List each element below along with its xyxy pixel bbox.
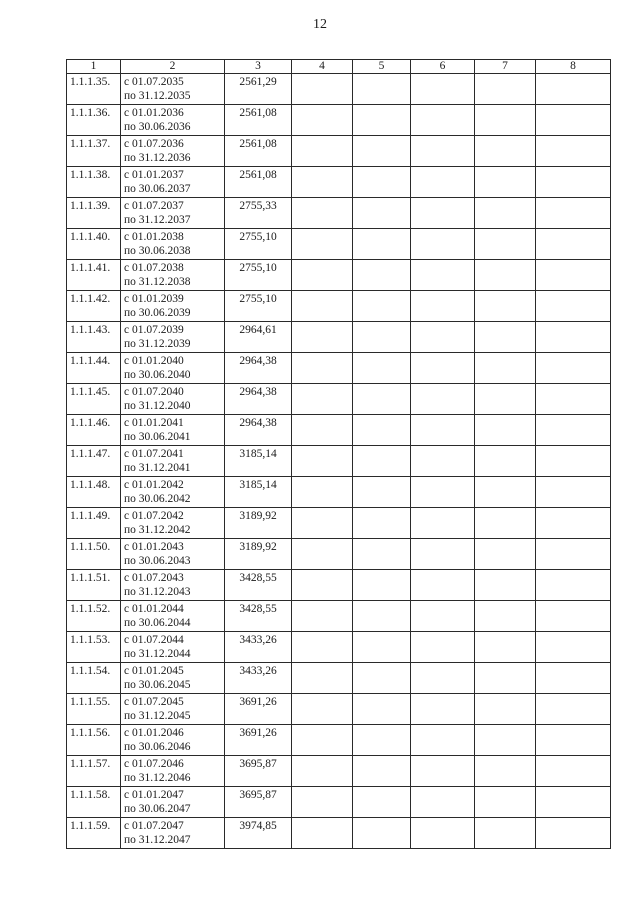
table-row bbox=[67, 136, 611, 167]
period-to: по 31.12.2043 bbox=[124, 586, 191, 598]
empty-cell-col-6 bbox=[411, 570, 475, 601]
empty-cell-col-6 bbox=[411, 787, 475, 818]
empty-cell-col-5 bbox=[353, 632, 411, 663]
col-header-4: 4 bbox=[292, 60, 353, 74]
row-number: 1.1.1.42. bbox=[67, 291, 121, 322]
period-from: с 01.01.2046 bbox=[124, 727, 184, 739]
empty-cell-col-5 bbox=[353, 105, 411, 136]
row-number: 1.1.1.43. bbox=[67, 322, 121, 353]
period-to: по 31.12.2036 bbox=[124, 152, 191, 164]
value-cell: 2561,08 bbox=[225, 167, 292, 198]
period-to: по 30.06.2046 bbox=[124, 741, 191, 753]
row-number: 1.1.1.37. bbox=[67, 136, 121, 167]
col-header-8: 8 bbox=[536, 60, 611, 74]
empty-cell-col-5 bbox=[353, 229, 411, 260]
empty-cell-col-8 bbox=[536, 136, 611, 167]
value-cell: 3974,85 bbox=[225, 818, 292, 849]
period-to: по 31.12.2046 bbox=[124, 772, 191, 784]
period-from: с 01.07.2045 bbox=[124, 696, 184, 708]
period-cell bbox=[121, 322, 225, 353]
empty-cell-col-5 bbox=[353, 446, 411, 477]
empty-cell-col-8 bbox=[536, 663, 611, 694]
row-number: 1.1.1.53. bbox=[67, 632, 121, 663]
period-to: по 30.06.2044 bbox=[124, 617, 191, 629]
value-cell: 3185,14 bbox=[225, 477, 292, 508]
empty-cell-col-5 bbox=[353, 260, 411, 291]
period-cell bbox=[121, 198, 225, 229]
row-number: 1.1.1.48. bbox=[67, 477, 121, 508]
table-row bbox=[67, 198, 611, 229]
empty-cell-col-6 bbox=[411, 601, 475, 632]
empty-cell-col-4 bbox=[292, 508, 353, 539]
period-cell bbox=[121, 105, 225, 136]
empty-cell-col-8 bbox=[536, 415, 611, 446]
period-from: с 01.01.2036 bbox=[124, 107, 184, 119]
empty-cell-col-4 bbox=[292, 229, 353, 260]
empty-cell-col-4 bbox=[292, 725, 353, 756]
row-number: 1.1.1.39. bbox=[67, 198, 121, 229]
empty-cell-col-4 bbox=[292, 756, 353, 787]
empty-cell-col-4 bbox=[292, 415, 353, 446]
empty-cell-col-8 bbox=[536, 725, 611, 756]
empty-cell-col-4 bbox=[292, 570, 353, 601]
empty-cell-col-8 bbox=[536, 477, 611, 508]
row-number: 1.1.1.55. bbox=[67, 694, 121, 725]
period-from: с 01.01.2038 bbox=[124, 231, 184, 243]
period-from: с 01.01.2047 bbox=[124, 789, 184, 801]
period-cell bbox=[121, 601, 225, 632]
empty-cell-col-5 bbox=[353, 601, 411, 632]
period-cell bbox=[121, 229, 225, 260]
empty-cell-col-4 bbox=[292, 446, 353, 477]
period-cell bbox=[121, 477, 225, 508]
tariff-table bbox=[66, 59, 611, 849]
col-header-7: 7 bbox=[475, 60, 536, 74]
empty-cell-col-8 bbox=[536, 694, 611, 725]
empty-cell-col-4 bbox=[292, 322, 353, 353]
period-to: по 31.12.2042 bbox=[124, 524, 191, 536]
period-to: по 31.12.2044 bbox=[124, 648, 191, 660]
period-cell bbox=[121, 725, 225, 756]
empty-cell-col-5 bbox=[353, 322, 411, 353]
table-header-row bbox=[67, 60, 611, 74]
empty-cell-col-8 bbox=[536, 167, 611, 198]
row-number: 1.1.1.41. bbox=[67, 260, 121, 291]
empty-cell-col-8 bbox=[536, 818, 611, 849]
row-number: 1.1.1.54. bbox=[67, 663, 121, 694]
row-number: 1.1.1.58. bbox=[67, 787, 121, 818]
empty-cell-col-8 bbox=[536, 570, 611, 601]
empty-cell-col-4 bbox=[292, 787, 353, 818]
value-cell: 3189,92 bbox=[225, 508, 292, 539]
empty-cell-col-7 bbox=[475, 818, 536, 849]
empty-cell-col-7 bbox=[475, 260, 536, 291]
period-from: с 01.01.2043 bbox=[124, 541, 184, 553]
empty-cell-col-7 bbox=[475, 291, 536, 322]
row-number: 1.1.1.57. bbox=[67, 756, 121, 787]
empty-cell-col-4 bbox=[292, 384, 353, 415]
table-row bbox=[67, 756, 611, 787]
period-cell bbox=[121, 632, 225, 663]
empty-cell-col-7 bbox=[475, 477, 536, 508]
value-cell: 2964,38 bbox=[225, 353, 292, 384]
value-cell: 2964,38 bbox=[225, 415, 292, 446]
value-cell: 2561,08 bbox=[225, 105, 292, 136]
empty-cell-col-6 bbox=[411, 756, 475, 787]
row-number: 1.1.1.52. bbox=[67, 601, 121, 632]
empty-cell-col-4 bbox=[292, 167, 353, 198]
empty-cell-col-8 bbox=[536, 787, 611, 818]
table-row bbox=[67, 74, 611, 105]
period-to: по 30.06.2038 bbox=[124, 245, 191, 257]
period-to: по 30.06.2037 bbox=[124, 183, 191, 195]
empty-cell-col-5 bbox=[353, 818, 411, 849]
period-cell bbox=[121, 787, 225, 818]
period-cell bbox=[121, 539, 225, 570]
col-header-5: 5 bbox=[353, 60, 411, 74]
col-header-6: 6 bbox=[411, 60, 475, 74]
period-from: с 01.07.2039 bbox=[124, 324, 184, 336]
empty-cell-col-7 bbox=[475, 725, 536, 756]
row-number: 1.1.1.56. bbox=[67, 725, 121, 756]
empty-cell-col-5 bbox=[353, 136, 411, 167]
empty-cell-col-4 bbox=[292, 632, 353, 663]
empty-cell-col-5 bbox=[353, 291, 411, 322]
page-number: 12 bbox=[313, 17, 327, 32]
empty-cell-col-4 bbox=[292, 694, 353, 725]
empty-cell-col-5 bbox=[353, 756, 411, 787]
period-cell bbox=[121, 260, 225, 291]
empty-cell-col-7 bbox=[475, 353, 536, 384]
empty-cell-col-5 bbox=[353, 570, 411, 601]
empty-cell-col-6 bbox=[411, 353, 475, 384]
empty-cell-col-8 bbox=[536, 353, 611, 384]
table-row bbox=[67, 570, 611, 601]
empty-cell-col-6 bbox=[411, 105, 475, 136]
empty-cell-col-8 bbox=[536, 229, 611, 260]
period-from: с 01.07.2035 bbox=[124, 76, 184, 88]
row-number: 1.1.1.36. bbox=[67, 105, 121, 136]
period-to: по 30.06.2045 bbox=[124, 679, 191, 691]
empty-cell-col-6 bbox=[411, 74, 475, 105]
table-row bbox=[67, 539, 611, 570]
empty-cell-col-4 bbox=[292, 663, 353, 694]
row-number: 1.1.1.51. bbox=[67, 570, 121, 601]
empty-cell-col-8 bbox=[536, 322, 611, 353]
period-to: по 30.06.2043 bbox=[124, 555, 191, 567]
value-cell: 2964,61 bbox=[225, 322, 292, 353]
empty-cell-col-4 bbox=[292, 105, 353, 136]
empty-cell-col-8 bbox=[536, 260, 611, 291]
table-row bbox=[67, 291, 611, 322]
empty-cell-col-6 bbox=[411, 477, 475, 508]
empty-cell-col-8 bbox=[536, 601, 611, 632]
empty-cell-col-4 bbox=[292, 353, 353, 384]
period-from: с 01.01.2042 bbox=[124, 479, 184, 491]
period-from: с 01.07.2037 bbox=[124, 200, 184, 212]
empty-cell-col-6 bbox=[411, 167, 475, 198]
table-row bbox=[67, 167, 611, 198]
period-to: по 31.12.2045 bbox=[124, 710, 191, 722]
col-header-1: 1 bbox=[67, 60, 121, 74]
period-cell bbox=[121, 570, 225, 601]
period-cell bbox=[121, 663, 225, 694]
empty-cell-col-6 bbox=[411, 508, 475, 539]
empty-cell-col-7 bbox=[475, 601, 536, 632]
period-from: с 01.01.2037 bbox=[124, 169, 184, 181]
empty-cell-col-6 bbox=[411, 663, 475, 694]
period-cell bbox=[121, 136, 225, 167]
table-row bbox=[67, 601, 611, 632]
period-cell bbox=[121, 167, 225, 198]
value-cell: 3695,87 bbox=[225, 756, 292, 787]
empty-cell-col-5 bbox=[353, 694, 411, 725]
period-to: по 30.06.2039 bbox=[124, 307, 191, 319]
empty-cell-col-5 bbox=[353, 477, 411, 508]
row-number: 1.1.1.47. bbox=[67, 446, 121, 477]
empty-cell-col-4 bbox=[292, 539, 353, 570]
col-header-2: 2 bbox=[121, 60, 225, 74]
period-to: по 31.12.2047 bbox=[124, 834, 191, 846]
value-cell: 2561,08 bbox=[225, 136, 292, 167]
period-cell bbox=[121, 291, 225, 322]
period-cell bbox=[121, 694, 225, 725]
period-to: по 31.12.2041 bbox=[124, 462, 191, 474]
period-from: с 01.07.2036 bbox=[124, 138, 184, 150]
empty-cell-col-7 bbox=[475, 446, 536, 477]
table-row bbox=[67, 663, 611, 694]
row-number: 1.1.1.35. bbox=[67, 74, 121, 105]
table-row bbox=[67, 353, 611, 384]
empty-cell-col-5 bbox=[353, 415, 411, 446]
period-from: с 01.01.2045 bbox=[124, 665, 184, 677]
empty-cell-col-8 bbox=[536, 384, 611, 415]
period-to: по 30.06.2041 bbox=[124, 431, 191, 443]
empty-cell-col-8 bbox=[536, 198, 611, 229]
empty-cell-col-6 bbox=[411, 384, 475, 415]
empty-cell-col-5 bbox=[353, 167, 411, 198]
table-row bbox=[67, 632, 611, 663]
empty-cell-col-5 bbox=[353, 198, 411, 229]
period-from: с 01.07.2047 bbox=[124, 820, 184, 832]
table-row bbox=[67, 229, 611, 260]
period-from: с 01.01.2039 bbox=[124, 293, 184, 305]
empty-cell-col-6 bbox=[411, 632, 475, 663]
table-row bbox=[67, 477, 611, 508]
empty-cell-col-7 bbox=[475, 415, 536, 446]
period-cell bbox=[121, 415, 225, 446]
period-to: по 31.12.2039 bbox=[124, 338, 191, 350]
period-to: по 31.12.2035 bbox=[124, 90, 191, 102]
empty-cell-col-4 bbox=[292, 291, 353, 322]
value-cell: 3433,26 bbox=[225, 663, 292, 694]
period-from: с 01.01.2041 bbox=[124, 417, 184, 429]
empty-cell-col-7 bbox=[475, 663, 536, 694]
empty-cell-col-7 bbox=[475, 539, 536, 570]
empty-cell-col-7 bbox=[475, 229, 536, 260]
empty-cell-col-7 bbox=[475, 167, 536, 198]
empty-cell-col-4 bbox=[292, 477, 353, 508]
value-cell: 2561,29 bbox=[225, 74, 292, 105]
empty-cell-col-5 bbox=[353, 663, 411, 694]
empty-cell-col-6 bbox=[411, 136, 475, 167]
period-from: с 01.07.2042 bbox=[124, 510, 184, 522]
empty-cell-col-8 bbox=[536, 105, 611, 136]
col-header-3: 3 bbox=[225, 60, 292, 74]
empty-cell-col-4 bbox=[292, 198, 353, 229]
empty-cell-col-7 bbox=[475, 136, 536, 167]
value-cell: 3185,14 bbox=[225, 446, 292, 477]
empty-cell-col-5 bbox=[353, 539, 411, 570]
period-cell bbox=[121, 353, 225, 384]
value-cell: 2755,10 bbox=[225, 260, 292, 291]
period-to: по 31.12.2038 bbox=[124, 276, 191, 288]
table-row bbox=[67, 415, 611, 446]
empty-cell-col-7 bbox=[475, 508, 536, 539]
table-row bbox=[67, 260, 611, 291]
empty-cell-col-4 bbox=[292, 136, 353, 167]
value-cell: 2964,38 bbox=[225, 384, 292, 415]
row-number: 1.1.1.44. bbox=[67, 353, 121, 384]
empty-cell-col-5 bbox=[353, 787, 411, 818]
empty-cell-col-7 bbox=[475, 105, 536, 136]
value-cell: 3428,55 bbox=[225, 601, 292, 632]
empty-cell-col-7 bbox=[475, 694, 536, 725]
empty-cell-col-6 bbox=[411, 198, 475, 229]
row-number: 1.1.1.38. bbox=[67, 167, 121, 198]
empty-cell-col-4 bbox=[292, 260, 353, 291]
row-number: 1.1.1.59. bbox=[67, 818, 121, 849]
period-cell bbox=[121, 446, 225, 477]
row-number: 1.1.1.46. bbox=[67, 415, 121, 446]
empty-cell-col-6 bbox=[411, 446, 475, 477]
empty-cell-col-6 bbox=[411, 260, 475, 291]
value-cell: 3428,55 bbox=[225, 570, 292, 601]
period-cell bbox=[121, 74, 225, 105]
empty-cell-col-6 bbox=[411, 725, 475, 756]
period-cell bbox=[121, 756, 225, 787]
period-from: с 01.07.2041 bbox=[124, 448, 184, 460]
period-from: с 01.07.2046 bbox=[124, 758, 184, 770]
empty-cell-col-7 bbox=[475, 198, 536, 229]
empty-cell-col-5 bbox=[353, 353, 411, 384]
empty-cell-col-8 bbox=[536, 756, 611, 787]
table-row bbox=[67, 818, 611, 849]
empty-cell-col-8 bbox=[536, 632, 611, 663]
empty-cell-col-7 bbox=[475, 632, 536, 663]
period-from: с 01.01.2044 bbox=[124, 603, 184, 615]
period-cell bbox=[121, 508, 225, 539]
period-to: по 30.06.2042 bbox=[124, 493, 191, 505]
empty-cell-col-7 bbox=[475, 322, 536, 353]
value-cell: 3433,26 bbox=[225, 632, 292, 663]
period-from: с 01.01.2040 bbox=[124, 355, 184, 367]
table-row bbox=[67, 787, 611, 818]
period-from: с 01.07.2044 bbox=[124, 634, 184, 646]
empty-cell-col-6 bbox=[411, 291, 475, 322]
empty-cell-col-4 bbox=[292, 818, 353, 849]
table-row bbox=[67, 384, 611, 415]
empty-cell-col-8 bbox=[536, 508, 611, 539]
period-cell bbox=[121, 384, 225, 415]
value-cell: 2755,10 bbox=[225, 229, 292, 260]
empty-cell-col-4 bbox=[292, 74, 353, 105]
empty-cell-col-6 bbox=[411, 694, 475, 725]
empty-cell-col-7 bbox=[475, 384, 536, 415]
empty-cell-col-4 bbox=[292, 601, 353, 632]
row-number: 1.1.1.40. bbox=[67, 229, 121, 260]
empty-cell-col-5 bbox=[353, 725, 411, 756]
empty-cell-col-6 bbox=[411, 229, 475, 260]
empty-cell-col-8 bbox=[536, 539, 611, 570]
empty-cell-col-7 bbox=[475, 787, 536, 818]
table-row bbox=[67, 446, 611, 477]
empty-cell-col-6 bbox=[411, 415, 475, 446]
period-to: по 30.06.2047 bbox=[124, 803, 191, 815]
value-cell: 2755,10 bbox=[225, 291, 292, 322]
value-cell: 3189,92 bbox=[225, 539, 292, 570]
value-cell: 3695,87 bbox=[225, 787, 292, 818]
empty-cell-col-7 bbox=[475, 570, 536, 601]
empty-cell-col-8 bbox=[536, 291, 611, 322]
empty-cell-col-5 bbox=[353, 384, 411, 415]
table-row bbox=[67, 725, 611, 756]
empty-cell-col-5 bbox=[353, 74, 411, 105]
empty-cell-col-6 bbox=[411, 539, 475, 570]
row-number: 1.1.1.50. bbox=[67, 539, 121, 570]
table-row bbox=[67, 508, 611, 539]
period-from: с 01.07.2040 bbox=[124, 386, 184, 398]
empty-cell-col-6 bbox=[411, 322, 475, 353]
period-to: по 31.12.2040 bbox=[124, 400, 191, 412]
empty-cell-col-5 bbox=[353, 508, 411, 539]
table-row bbox=[67, 322, 611, 353]
value-cell: 3691,26 bbox=[225, 725, 292, 756]
table-row bbox=[67, 694, 611, 725]
value-cell: 2755,33 bbox=[225, 198, 292, 229]
table-row bbox=[67, 105, 611, 136]
row-number: 1.1.1.49. bbox=[67, 508, 121, 539]
period-from: с 01.07.2043 bbox=[124, 572, 184, 584]
row-number: 1.1.1.45. bbox=[67, 384, 121, 415]
period-cell bbox=[121, 818, 225, 849]
period-from: с 01.07.2038 bbox=[124, 262, 184, 274]
period-to: по 30.06.2036 bbox=[124, 121, 191, 133]
period-to: по 31.12.2037 bbox=[124, 214, 191, 226]
empty-cell-col-6 bbox=[411, 818, 475, 849]
empty-cell-col-8 bbox=[536, 74, 611, 105]
value-cell: 3691,26 bbox=[225, 694, 292, 725]
empty-cell-col-8 bbox=[536, 446, 611, 477]
period-to: по 30.06.2040 bbox=[124, 369, 191, 381]
empty-cell-col-7 bbox=[475, 756, 536, 787]
empty-cell-col-7 bbox=[475, 74, 536, 105]
